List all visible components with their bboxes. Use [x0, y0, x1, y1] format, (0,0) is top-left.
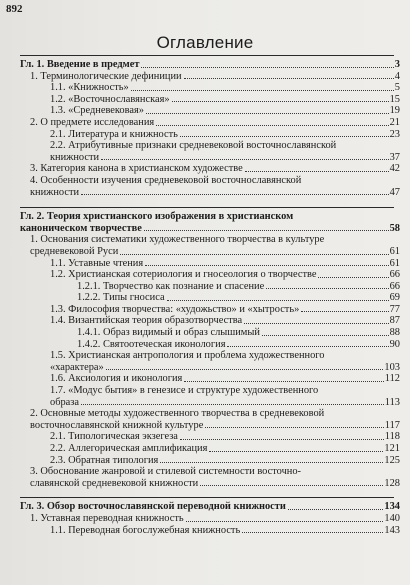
dot-leader	[81, 404, 384, 405]
toc-entry	[20, 117, 400, 129]
entry-page-number: 23	[389, 128, 400, 140]
entry-page-number: 3	[394, 59, 400, 70]
entry-title: 1.2. Христианская сотериология и гносеология о творчестве	[50, 269, 317, 281]
entry-title: 1.1. Переводная богослужебная книжность	[50, 524, 241, 536]
entry-page-number: 42	[389, 163, 400, 175]
dot-leader	[146, 113, 389, 114]
entry-page-number: 21	[389, 116, 400, 128]
dot-leader	[131, 90, 394, 91]
dot-leader	[101, 159, 389, 160]
entry-page-number: 103	[384, 361, 400, 373]
dot-leader	[156, 125, 388, 126]
entry-page-number: 90	[389, 338, 400, 350]
entry-page-number: 118	[384, 431, 400, 443]
dot-leader	[180, 136, 389, 137]
toc-entry	[20, 105, 400, 117]
table-of-contents	[20, 55, 400, 536]
toc-entry	[20, 246, 400, 258]
entry-page-number: 134	[384, 501, 400, 513]
entry-page-number: 112	[384, 373, 400, 385]
entry-page-number: 77	[389, 303, 400, 315]
entry-page-number: 66	[389, 280, 400, 292]
dot-leader	[81, 194, 389, 195]
chapter-divider	[20, 55, 394, 56]
toc-entry	[20, 362, 400, 374]
entry-title: 1.4.1. Образ видимый и образ слышимый	[77, 327, 260, 339]
entry-page-number: 88	[389, 327, 400, 339]
entry-page-number: 87	[389, 315, 400, 327]
chapter-heading	[20, 501, 400, 513]
entry-title: 2.1. Типологическая экзегеза	[50, 431, 178, 443]
dot-leader	[120, 254, 388, 255]
dot-leader	[244, 323, 388, 324]
entry-page-number: 37	[389, 151, 400, 163]
toc-entry	[20, 304, 400, 316]
entry-page-number: 113	[384, 396, 400, 408]
entry-title: каноническом творчестве	[20, 222, 142, 234]
dot-leader	[184, 381, 383, 382]
entry-page-number: 4	[394, 70, 400, 82]
page-number: 892	[6, 3, 23, 15]
toc-entry	[20, 315, 400, 327]
entry-page-number: 61	[389, 245, 400, 257]
entry-page-number: 66	[389, 269, 400, 281]
dot-leader	[288, 509, 384, 510]
entry-title: 1.1. «Книжность»	[50, 82, 129, 94]
dot-leader	[205, 427, 383, 428]
toc-entry	[20, 82, 400, 94]
entry-title: 1.6. Аксиология и иконология	[50, 373, 183, 385]
dot-leader	[242, 532, 383, 533]
entry-title: 1.3. «Средневековая»	[50, 105, 144, 117]
entry-page-number: 121	[384, 443, 400, 454]
dot-leader	[186, 521, 384, 522]
dot-leader	[144, 230, 389, 231]
entry-page-number: 47	[389, 186, 400, 198]
toc-entry	[20, 327, 400, 339]
entry-page-number: 15	[389, 93, 400, 105]
entry-title: 1. Терминологические дефиниции	[30, 70, 182, 82]
chapter-divider	[20, 207, 394, 208]
entry-title: восточнославянской книжной культуре	[30, 419, 204, 431]
dot-leader	[160, 462, 383, 463]
entry-page-number: 69	[389, 292, 400, 304]
entry-title: 3. Категория канона в христианском художестве	[30, 163, 243, 175]
dot-leader	[200, 485, 383, 486]
toc-entry	[20, 152, 400, 164]
entry-page-number: 5	[394, 82, 400, 94]
dot-leader	[172, 101, 389, 102]
dot-leader	[184, 78, 394, 79]
chapter-heading-line: Гл. 2. Теория христианского изображения в христианском	[20, 211, 294, 223]
entry-title: образа	[50, 396, 80, 408]
entry-title: 1.2.2. Типы гносиса	[77, 292, 165, 304]
entry-page-number: 143	[384, 524, 400, 536]
chapter-heading	[20, 223, 400, 235]
dot-leader	[262, 335, 389, 336]
entry-title: 2.2. Аллегорическая амплификация	[50, 443, 208, 454]
dot-leader	[141, 67, 393, 68]
entry-title: Гл. 3. Обзор восточнославянской переводной книжности	[20, 501, 286, 513]
entry-page-number: 58	[389, 222, 400, 234]
entry-title: книжности	[30, 186, 80, 198]
toc-entry	[20, 94, 400, 106]
entry-title: 1. Уставная переводная книжность	[30, 512, 184, 524]
toc-entry-line: 2.2. Атрибутивные признаки средневековой восточнославянской	[50, 140, 337, 152]
dot-leader	[245, 171, 389, 172]
toc-entry	[20, 71, 400, 83]
entry-title: 2.3. Обратная типология	[50, 454, 159, 466]
entry-title: книжности	[50, 151, 100, 163]
entry-title: 1.4. Византийская теория образотворчества	[50, 315, 243, 327]
dot-leader	[227, 346, 388, 347]
entry-title: «характера»	[50, 361, 104, 373]
toc-entry	[20, 431, 400, 443]
toc-entry	[20, 163, 400, 175]
page-title: Оглавление	[156, 33, 254, 52]
entry-title: 1.2.1. Творчество как познание и спасение	[77, 280, 265, 292]
toc-entry	[20, 397, 400, 409]
toc-entry	[20, 339, 400, 351]
toc-entry	[20, 443, 400, 455]
dot-leader	[318, 277, 388, 278]
entry-page-number: 61	[389, 257, 400, 269]
toc-entry	[20, 420, 400, 432]
dot-leader	[145, 265, 388, 266]
toc-entry	[20, 258, 400, 270]
entry-page-number: 125	[384, 454, 400, 466]
toc-entry	[20, 187, 400, 199]
entry-title: 2. О предмете исследования	[30, 116, 155, 128]
entry-title: 1.4.2. Святоотеческая иконология	[77, 338, 226, 350]
toc-entry	[20, 129, 400, 141]
entry-title: славянской средневековой книжности	[30, 477, 199, 489]
entry-title: средневековой Руси	[30, 245, 119, 257]
toc-entry-line: 3. Обоснование жанровой и стилевой системности восточно-	[30, 466, 302, 478]
entry-page-number: 117	[384, 419, 400, 431]
dot-leader	[180, 439, 384, 440]
entry-page-number: 19	[389, 105, 400, 117]
toc-entry-line: 1.7. «Модус бытия» в генезисе и структуре художественного	[50, 385, 319, 397]
entry-page-number: 128	[384, 477, 400, 489]
toc-entry-line: 1.5. Христианская антропология и проблема художественного	[50, 350, 325, 362]
toc-entry	[20, 455, 400, 467]
toc-entry	[20, 478, 400, 490]
chapter-heading	[20, 59, 400, 71]
entry-title: 1.2. «Восточнославянская»	[50, 93, 170, 105]
toc-entry	[20, 281, 400, 293]
toc-entry	[20, 513, 400, 525]
entry-page-number: 140	[384, 512, 400, 524]
entry-title: 2.1. Литература и книжность	[50, 128, 178, 140]
toc-entry	[20, 525, 400, 537]
toc-entry-line: 1. Основания систематики художественного творчества в культуре	[30, 234, 325, 246]
dot-leader	[301, 311, 388, 312]
entry-title: 1.1. Уставные чтения	[50, 257, 144, 269]
dot-leader	[167, 300, 389, 301]
dot-leader	[266, 288, 388, 289]
chapter-divider	[20, 497, 394, 498]
entry-title: 1.3. Философия творчества: «художьство» и «хытрость»	[50, 303, 300, 315]
toc-entry-line: 2. Основные методы художественного творчества в средневековой	[30, 408, 325, 420]
toc-entry	[20, 292, 400, 304]
entry-title: Гл. 1. Введение в предмет	[20, 59, 140, 70]
dot-leader	[209, 451, 383, 452]
toc-entry	[20, 373, 400, 385]
dot-leader	[106, 369, 384, 370]
toc-entry	[20, 269, 400, 281]
toc-entry-line: 4. Особенности изучения средневековой восточнославянской	[30, 174, 302, 186]
